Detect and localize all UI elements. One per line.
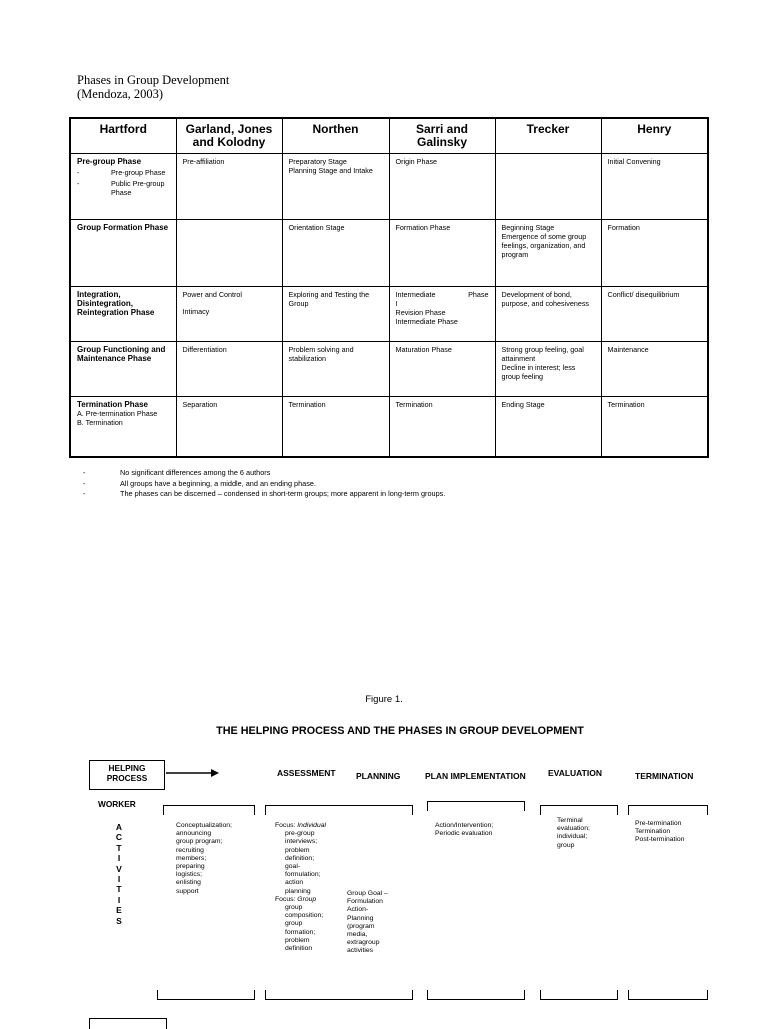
col3-activities: Group Goal – Formulation Action- Planning (program media, extragroup activities (347, 890, 388, 955)
cell-northen: Problem solving and stabilization (282, 342, 389, 397)
col-head-assessment: ASSESSMENT (277, 768, 336, 778)
cell-henry: Formation (601, 220, 708, 287)
note-item: - No significant differences among the 6 authors (83, 468, 271, 477)
figure-label: Figure 1. (365, 694, 403, 705)
cell-northen: Preparatory Stage Planning Stage and Intake (282, 154, 389, 220)
cell-trecker (495, 154, 601, 220)
table-header-row (70, 118, 708, 154)
col1-activities: Conceptualization; announcing group program; recruiting members; preparing logistics; enlisting support (176, 822, 232, 895)
col-head-implementation: PLAN IMPLEMENTATION (425, 771, 526, 781)
cell-hartford (70, 154, 176, 220)
table-row (70, 397, 708, 458)
cell-henry: Termination (601, 397, 708, 458)
bracket-top (540, 805, 618, 815)
col-head-evaluation: EVALUATION (548, 768, 602, 778)
arrow-right-icon (166, 767, 220, 779)
cell-henry: Conflict/ disequilibrium (601, 287, 708, 342)
col-head-planning: PLANNING (356, 771, 401, 781)
activities-vertical-label: A C T I V I T I E S (115, 822, 123, 926)
title-line-2: (Mendoza, 2003) (77, 87, 164, 101)
bracket-bottom (540, 990, 618, 1000)
note-item: - All groups have a beginning, a middle, and an ending phase. (83, 479, 316, 488)
figure-title: THE HELPING PROCESS AND THE PHASES IN GROUP DEVELOPMENT (216, 725, 584, 737)
cell-garland: Separation (176, 397, 282, 458)
note-item: - The phases can be discerned – condensed in short-term groups; more apparent in long-term groups. (83, 489, 446, 498)
cell-trecker: Ending Stage (495, 397, 601, 458)
col2-activities: Focus: Individual pre-group interviews; problem definition; goal- formulation; action planning Focus: Group group composition; group formation; problem definition (275, 822, 327, 953)
cell-trecker: Development of bond, purpose, and cohesiveness (495, 287, 601, 342)
cell-hartford (70, 342, 176, 397)
helping-process-box: HELPING PROCESS (89, 760, 165, 790)
cell-henry: Initial Convening (601, 154, 708, 220)
cell-garland: Differentiation (176, 342, 282, 397)
cell-northen: Termination (282, 397, 389, 458)
header-henry: Henry (601, 118, 708, 154)
cell-sarri: Intermediate Phase I Revision Phase Intermediate Phase (389, 287, 495, 342)
header-sarri: Sarri and Galinsky (389, 118, 495, 154)
phase-sub-item: - Pre-group Phase (77, 168, 166, 177)
phase-sub-item: - Public Pre-group Phase (77, 179, 165, 197)
bracket-bottom (157, 990, 255, 1000)
col-head-termination: TERMINATION (635, 771, 694, 781)
phase-title: Group Functioning and Maintenance Phase (77, 345, 166, 363)
cell-northen: Orientation Stage (282, 220, 389, 287)
cell-garland (176, 220, 282, 287)
cell-hartford (70, 220, 176, 287)
header-northen: Northen (282, 118, 389, 154)
phase-title: Integration, Disintegration, Reintegration Phase (77, 290, 155, 317)
col5-activities: Terminal evaluation; individual; group (557, 817, 590, 849)
col4-activities: Action/Intervention; Periodic evaluation (435, 822, 494, 838)
cell-trecker: Strong group feeling, goal attainment Decline in interest; less group feeling (495, 342, 601, 397)
table-row (70, 287, 708, 342)
header-hartford: Hartford (70, 118, 176, 154)
bracket-top (628, 805, 708, 815)
table-row (70, 154, 708, 220)
cell-northen: Exploring and Testing the Group (282, 287, 389, 342)
phase-title: Termination Phase (77, 400, 148, 409)
bracket-bottom (265, 990, 413, 1000)
bracket-bottom (427, 990, 525, 1000)
title-line-1: Phases in Group Development (77, 73, 230, 87)
phases-table (69, 117, 709, 458)
phase-title: Pre-group Phase (77, 157, 142, 166)
cell-sarri: Termination (389, 397, 495, 458)
cell-hartford (70, 287, 176, 342)
bracket-top (427, 801, 525, 811)
table-row (70, 342, 708, 397)
cell-sarri: Origin Phase (389, 154, 495, 220)
cell-trecker: Beginning Stage Emergence of some group feelings, organization, and program (495, 220, 601, 287)
bracket-bottom (628, 990, 708, 1000)
cell-sarri: Formation Phase (389, 220, 495, 287)
cell-henry: Maintenance (601, 342, 708, 397)
header-trecker: Trecker (495, 118, 601, 154)
header-garland: Garland, Jones and Kolodny (176, 118, 282, 154)
cell-garland: Power and Control Intimacy (176, 287, 282, 342)
cell-hartford: Termination Phase A. Pre-termination Phase B. Termination (70, 397, 176, 458)
cell-sarri: Maturation Phase (389, 342, 495, 397)
bracket-top (163, 805, 255, 815)
document-title (77, 73, 229, 101)
bracket-top (265, 805, 413, 815)
phase-title: Group Formation Phase (77, 223, 169, 232)
table-row (70, 220, 708, 287)
cell-garland: Pre-affiliation (176, 154, 282, 220)
worker-label: WORKER (98, 799, 136, 809)
col6-activities: Pre-termination Termination Post-termination (635, 820, 685, 844)
